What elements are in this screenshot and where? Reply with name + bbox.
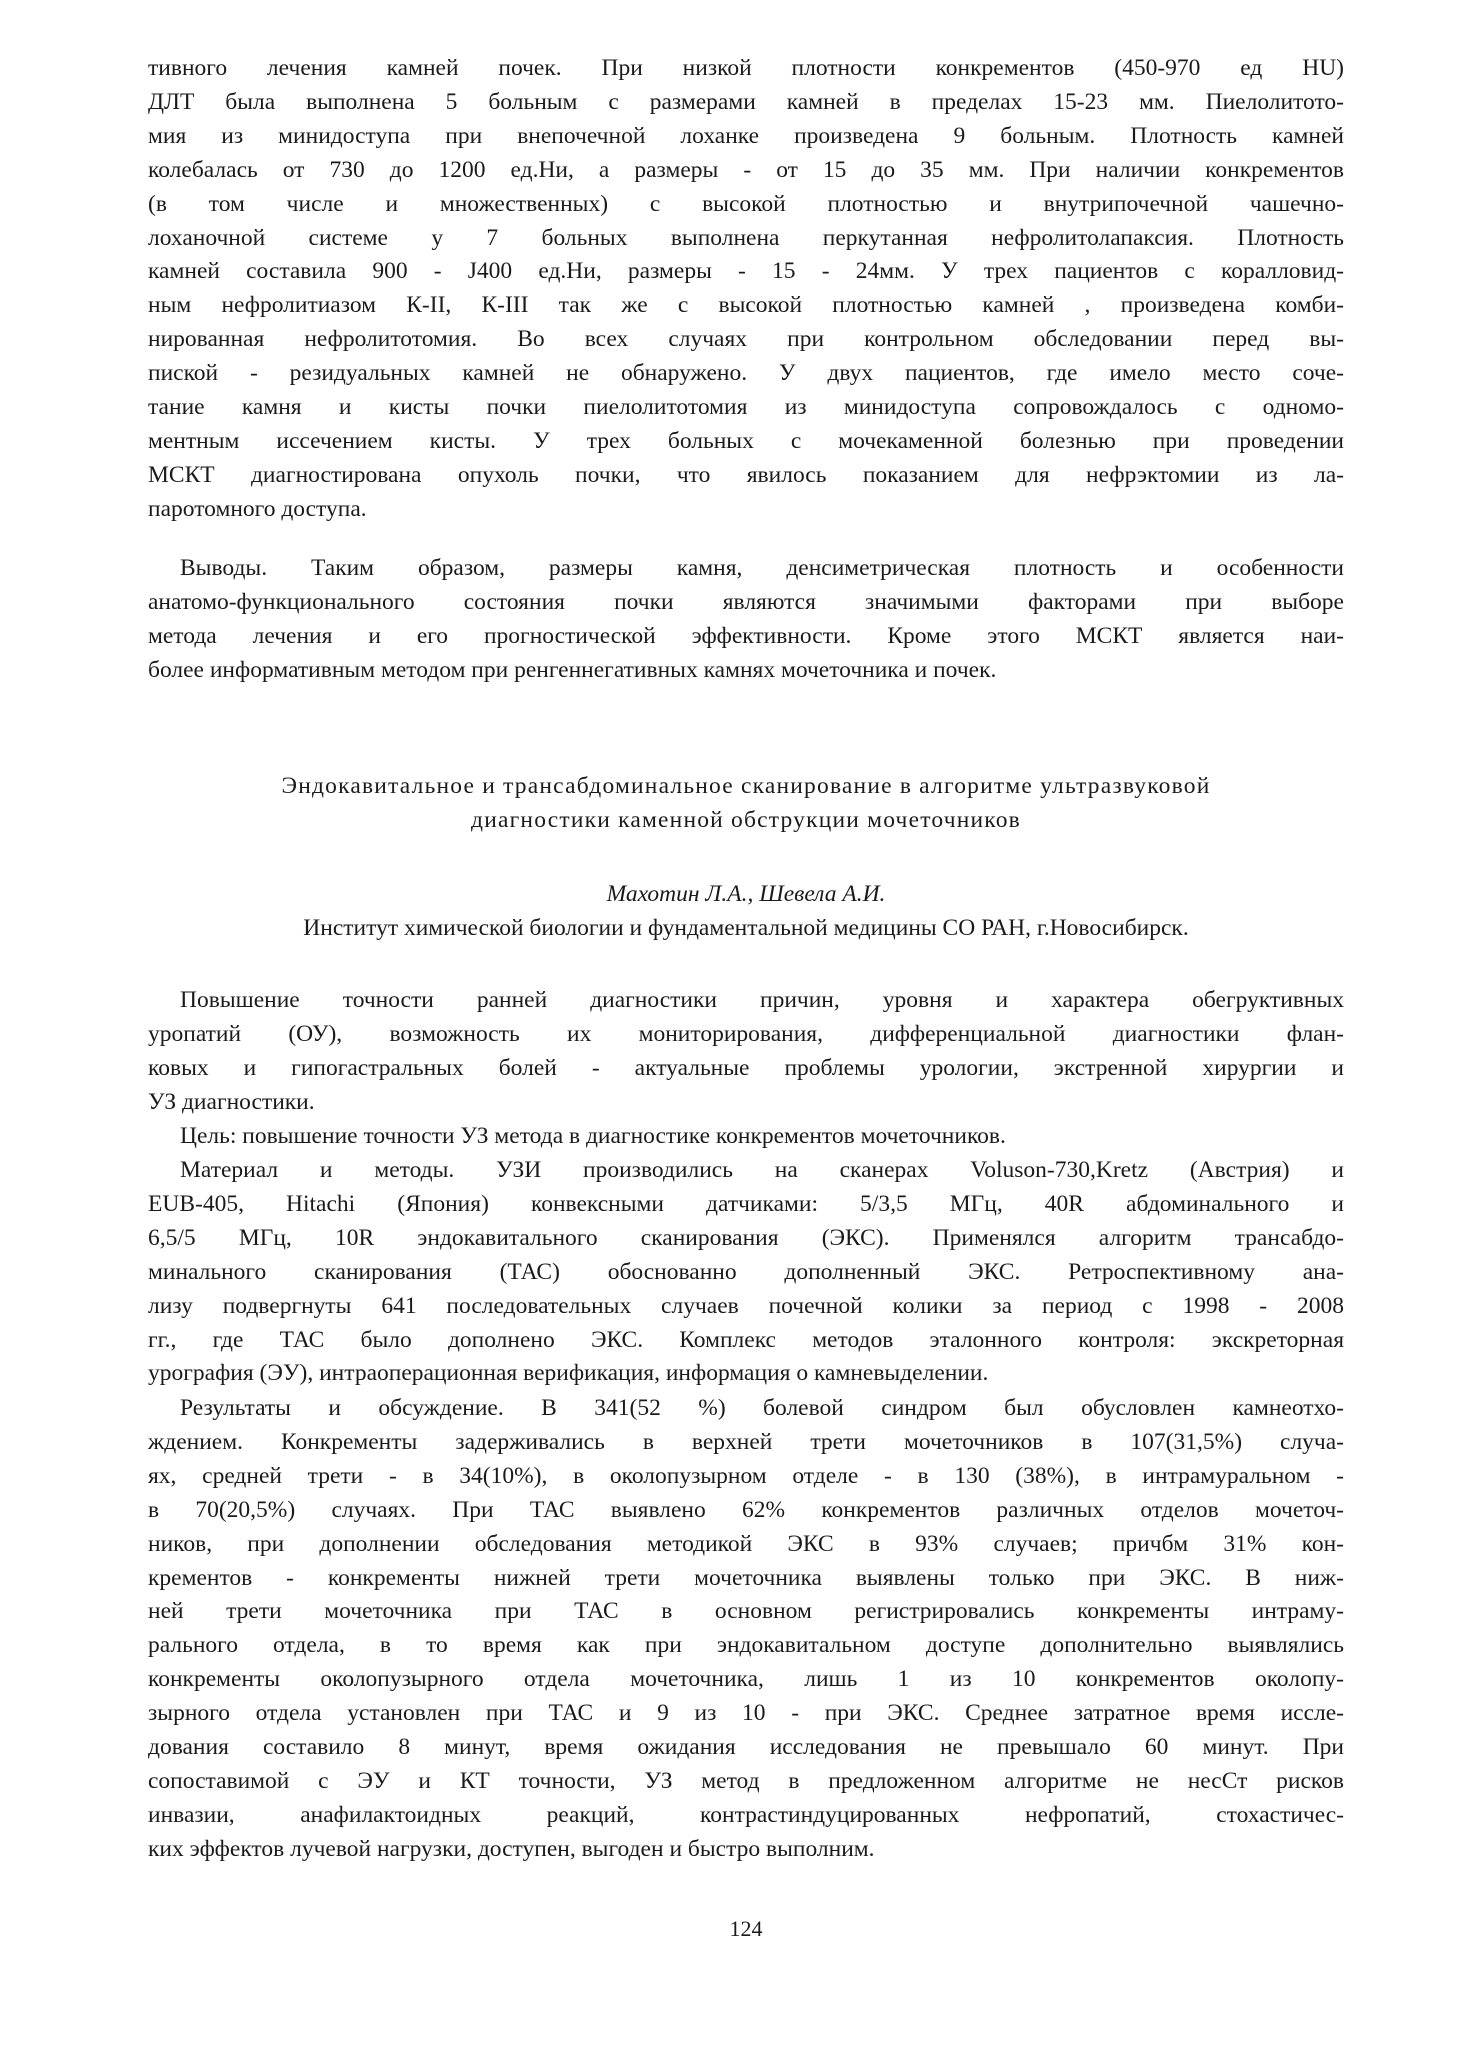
text-line: EUB-405, Hitachi (Япония) конвексными датчиками: 5/3,5 МГц, 40R абдоминального и [148, 1190, 1344, 1217]
text-line: сопоставимой с ЭУ и КТ точности, УЗ метод в предложенном алгоритме не несСт рисков [148, 1767, 1344, 1794]
text-line: тание камня и кисты почки пиелолитотомия из минидоступа сопровождалось с одномо- [148, 394, 1344, 421]
text-line: метода лечения и его прогностической эффективности. Кроме этого МСКТ является наи- [148, 622, 1344, 649]
text-line: ным нефролитиазом К-II, К-III так же с высокой плотностью камней , произведена комби- [148, 292, 1344, 319]
text-line: ких эффектов лучевой нагрузки, доступен, выгоден и быстро выполним. [148, 1835, 875, 1862]
text-line: ней трети мочеточника при ТАС в основном регистрировались конкременты интраму- [148, 1598, 1344, 1625]
text-line: паротомного доступа. [148, 495, 367, 522]
authors: Махотин Л.А., Шевела А.И. [606, 881, 886, 907]
text-line: лоханочной системе у 7 больных выполнена перкутанная нефролитолапаксия. Плотность [148, 224, 1344, 251]
text-line: конкременты околопузырного отдела мочеточника, лишь 1 из 10 конкрементов околопу- [148, 1666, 1344, 1693]
text-line: Цель: повышение точности УЗ метода в диагностике конкрементов мочеточников. [180, 1123, 1006, 1149]
text-line: рального отдела, в то время как при эндокавитальном доступе дополнительно выявлялись [148, 1632, 1344, 1659]
text-line: нированная нефролитотомия. Во всех случаях при контрольном обследовании перед вы- [148, 326, 1344, 353]
text-line: минального сканирования (ТАС) обоснованно дополненный ЭКС. Ретроспективному ана- [148, 1258, 1344, 1285]
article-title-line-2: диагностики каменной обструкции мочеточников [471, 807, 1021, 833]
intro-paragraph [148, 984, 1344, 1120]
affiliation: Институт химической биологии и фундаментальной медицины СО РАН, г.Новосибирск. [303, 915, 1189, 941]
text-line: зырного отдела установлен при ТАС и 9 из 10 - при ЭКС. Среднее затратное время иссле- [148, 1700, 1344, 1727]
conclusion-paragraph [148, 552, 1344, 688]
text-line: ждением. Конкременты задерживались в верхней трети мочеточников в 107(31,5%) случа- [148, 1428, 1344, 1455]
text-line: ковых и гипогастральных болей - актуальные проблемы урологии, экстренной хирургии и [148, 1054, 1344, 1081]
methods-paragraph [148, 1154, 1344, 1391]
text-line: мия из минидоступа при внепочечной лоханке произведена 9 больным. Плотность камней [148, 122, 1344, 149]
aim-paragraph [148, 1120, 1344, 1154]
text-line: урография (ЭУ), интраоперационная верификация, информация о камневыделении. [148, 1360, 989, 1387]
results-paragraph [148, 1392, 1344, 1867]
text-line: ментным иссечением кисты. У трех больных с мочекаменной болезнью при проведении [148, 427, 1344, 454]
text-line: гг., где ТАС было дополнено ЭКС. Комплекс методов эталонного контроля: экскреторная [148, 1326, 1344, 1353]
text-line: ях, средней трети - в 34(10%), в околопузырном отделе - в 130 (38%), в интрамуральном - [148, 1462, 1344, 1489]
text-line: Материал и методы. УЗИ производились на сканерах Voluson-730,Kretz (Австрия) и [180, 1157, 1344, 1183]
text-line: МСКТ диагностирована опухоль почки, что явилось показанием для нефрэктомии из ла- [148, 461, 1344, 488]
page-number: 124 [729, 1916, 763, 1941]
text-line: Результаты и обсуждение. В 341(52 %) болевой синдром был обусловлен камнеотхо- [180, 1395, 1344, 1421]
text-line: пиской - резидуальных камней не обнаружено. У двух пациентов, где имело место соче- [148, 360, 1344, 387]
text-line: тивного лечения камней почек. При низкой плотности конкрементов (450-970 ед HU) [148, 55, 1344, 81]
text-line: в 70(20,5%) случаях. При ТАС выявлено 62% конкрементов различных отделов мочеточ- [148, 1496, 1344, 1523]
text-line: анатомо-функционального состояния почки являются значимыми факторами при выборе [148, 588, 1344, 615]
text-line: ДЛТ была выполнена 5 больным с размерами камней в пределах 15-23 мм. Пиелолитото- [148, 88, 1344, 115]
text-line: (в том числе и множественных) с высокой плотностью и внутрипочечной чашечно- [148, 190, 1344, 217]
text-line: 6,5/5 МГц, 10R эндокавитального сканирования (ЭКС). Применялся алгоритм трансабдо- [148, 1224, 1344, 1251]
text-line: лизу подвергнуты 641 последовательных случаев почечной колики за период с 1998 - 2008 [148, 1292, 1344, 1319]
text-line: дования составило 8 минут, время ожидания исследования не превышало 60 минут. При [148, 1734, 1344, 1761]
text-line: Повышение точности ранней диагностики причин, уровня и характера обегруктивных [180, 987, 1344, 1013]
text-line: Выводы. Таким образом, размеры камня, денсиметрическая плотность и особенности [180, 555, 1344, 581]
text-line: ников, при дополнении обследования методикой ЭКС в 93% случаев; причбм 31% кон- [148, 1530, 1344, 1557]
text-line: УЗ диагностики. [148, 1088, 315, 1115]
text-line: более информативным методом при ренгеннегативных камнях мочеточника и почек. [148, 656, 997, 683]
article-title-line-1: Эндокавитальное и трансабдоминальное сканирование в алгоритме ультразвуковой [281, 773, 1211, 799]
text-line: инвазии, анафилактоидных реакций, контрастиндуцированных нефропатий, стохастичес- [148, 1801, 1344, 1828]
continuation-paragraph [148, 52, 1344, 527]
text-line: крементов - конкременты нижней трети мочеточника выявлены только при ЭКС. В ниж- [148, 1564, 1344, 1591]
text-line: камней составила 900 - J400 ед.Ни, размеры - 15 - 24мм. У трех пациентов с коралловид- [148, 258, 1344, 285]
text-line: колебалась от 730 до 1200 ед.Ни, а размеры - от 15 до 35 мм. При наличии конкрементов [148, 156, 1344, 183]
text-line: уропатий (ОУ), возможность их мониторирования, дифференциальной диагностики флан- [148, 1020, 1344, 1047]
